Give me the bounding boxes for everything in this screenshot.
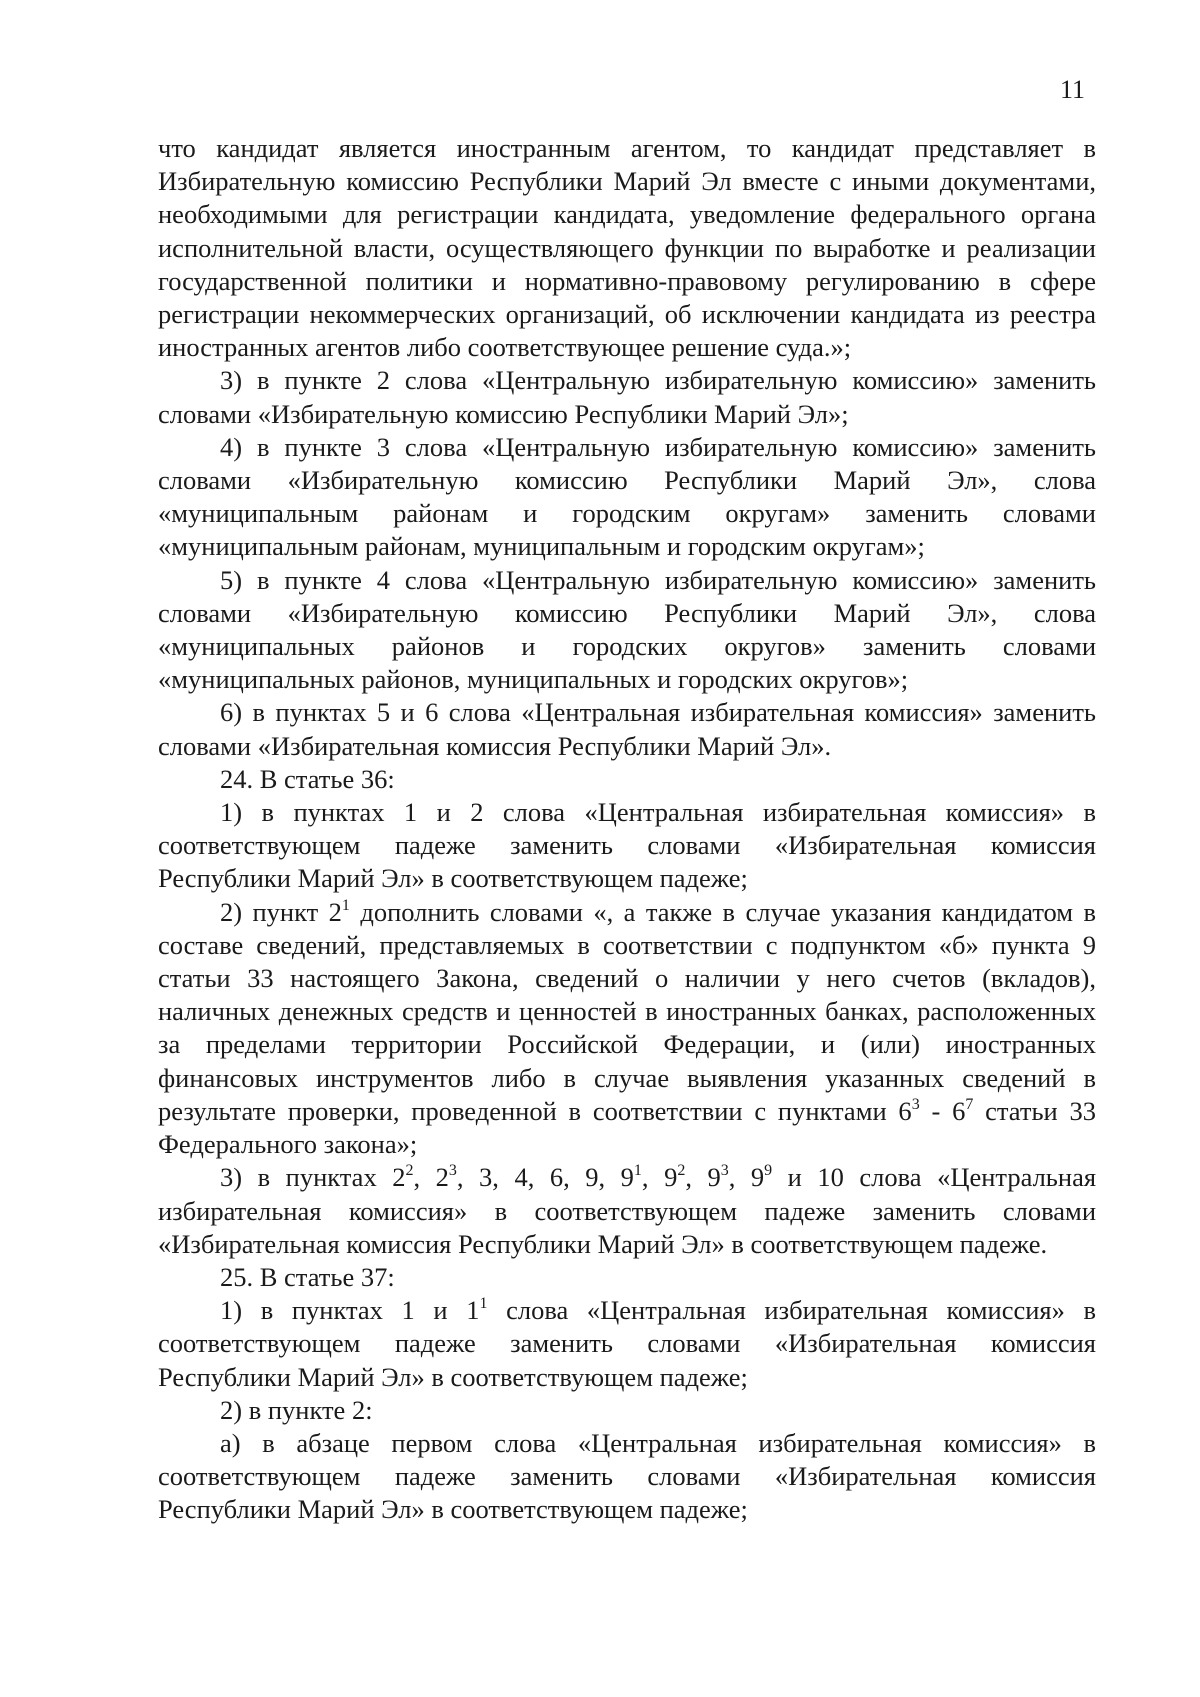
paragraph [158,696,1096,762]
page-number: 11 [1060,75,1086,104]
superscript: 2 [405,1162,414,1180]
paragraph-text: 4) в пункте 3 слова «Центральную избирательную комиссию» заменить словами «Избирательную комиссию Республики Марий Эл», слова «муниципальным районам и городским округам» заменить словами «муниципальным районам, муниципальным и городским округам»; [158,431,1096,562]
superscript: 2 [677,1162,686,1180]
paragraph-text: 3) в пункте 2 слова «Центральную избирательную комиссию» заменить словами «Избирательную комиссию Республики Марий Эл»; [158,365,1096,429]
paragraph [158,364,1096,430]
superscript: 7 [965,1096,974,1114]
paragraph-text: 3) в пунктах 2 [220,1162,406,1193]
superscript: 3 [448,1162,457,1180]
paragraph [158,1294,1096,1394]
paragraph-text: а) в абзаце первом слова «Центральная избирательная комиссия» в соответствующем падеже заменить словами «Избирательная комиссия Республики Марий Эл» в соответствующем падеже; [158,1427,1096,1525]
superscript: 1 [341,896,350,914]
paragraph-text: 2) в пункте 2: [220,1394,373,1425]
document-body [158,132,1096,1527]
paragraph-text: , 2 [413,1162,449,1193]
paragraph [158,1427,1096,1527]
superscript: 3 [911,1096,920,1114]
superscript: 9 [764,1162,773,1180]
paragraph-text: слова «Центральная избирательная комиссия» в соответствующем падеже заменить словами «Избирательная комиссия Республики Марий Эл» в соответствующем падеже; [158,1295,1096,1392]
paragraph [158,796,1096,896]
superscript: 1 [479,1295,488,1313]
paragraph-text: 25. В статье 37: [220,1261,395,1292]
paragraph-text: 6) в пунктах 5 и 6 слова «Центральная избирательная комиссия» заменить словами «Избирательная комиссия Республики Марий Эл». [158,697,1096,761]
paragraph-text: 2) пункт 2 [220,896,342,927]
paragraph [158,431,1096,564]
paragraph-text: 5) в пункте 4 слова «Центральную избирательную комиссию» заменить словами «Избирательную комиссию Республики Марий Эл», слова «муниципальных районов и городских округов» заменить словами «муниципальных районов, муниципальных и городских округов»; [158,564,1096,695]
paragraph [158,763,1096,796]
paragraph-text: - 6 [919,1095,966,1126]
paragraph [158,896,1096,1162]
paragraph-text: что кандидат является иностранным агентом, то кандидат представляет в Избирательную комиссию Республики Марий Эл вместе с иными документами, необходимыми для регистрации кандидата, уведомление федерального органа исполнительной власти, осуществляющего функции по выработке и реализации государственной политики и нормативно-правовому регулированию в сфере регистрации некоммерческих организаций, об исключении кандидата из реестра иностранных агентов либо соответствующее решение суда.»; [158,133,1096,363]
paragraph-text: дополнить словами «, а также в случае указания кандидатом в составе сведений, представляемых в соответствии с подпунктом «б» пункта 9 статьи 33 настоящего Закона, сведений о наличии у него счетов (вкладов), наличных денежных средств и ценностей в иностранных банках, расположенных за пределами территории Российской Федерации, и (или) иностранных финансовых инструментов либо в случае выявления указанных сведений в результате проверки, проведенной в соответствии с пунктами 6 [158,896,1096,1126]
superscript: 1 [633,1162,642,1180]
paragraph [158,564,1096,697]
paragraph [158,132,1096,364]
paragraph-text: , 3, 4, 6, 9, 9 [456,1162,634,1193]
paragraph-text: 1) в пунктах 1 и 1 [220,1295,480,1326]
paragraph [158,1394,1096,1427]
paragraph [158,1161,1096,1261]
superscript: 3 [720,1162,729,1180]
paragraph-text: , 9 [641,1162,678,1193]
paragraph-text: , 9 [728,1162,765,1193]
paragraph-text: статьи 33 Федерального закона»; [158,1095,1097,1160]
paragraph-text: , 9 [685,1162,721,1193]
paragraph-text: 24. В статье 36: [220,763,395,794]
paragraph-text: и 10 слова «Центральная избирательная комиссия» в соответствующем падеже заменить словами «Избирательная комиссия Республики Марий Эл» в соответствующем падеже. [158,1162,1097,1259]
paragraph-text: 1) в пунктах 1 и 2 слова «Центральная избирательная комиссия» в соответствующем падеже заменить словами «Избирательная комиссия Республики Марий Эл» в соответствующем падеже; [158,797,1096,894]
paragraph [158,1261,1096,1294]
